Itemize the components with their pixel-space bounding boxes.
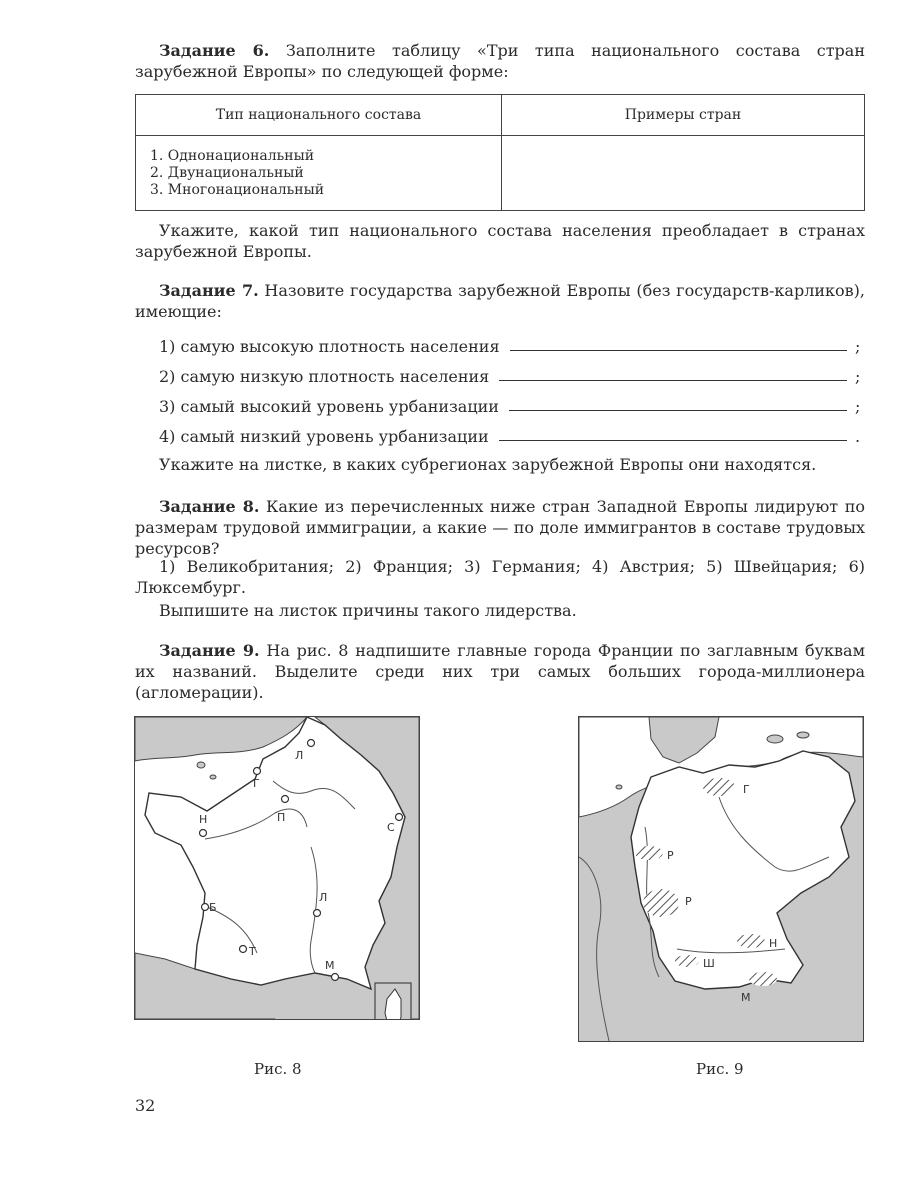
region-letter: Р — [685, 895, 692, 908]
task7-item-end: . — [855, 427, 861, 446]
answer-line[interactable] — [499, 380, 847, 381]
germany-map — [578, 716, 864, 1042]
national-composition-table — [135, 94, 865, 211]
region-letter: Ш — [703, 957, 715, 970]
answer-line[interactable] — [510, 350, 847, 351]
city-letter: Л — [319, 891, 328, 904]
task6-followup: Укажите, какой тип национального состава населения преобладает в странах зарубежной Европы. — [135, 221, 865, 261]
page-number: 32 — [135, 1096, 156, 1115]
task8-paragraph — [135, 496, 865, 559]
task6-text: Заполните таблицу «Три типа национального состава стран зарубежной Европы» по следующей форме: — [135, 41, 866, 81]
task7-item-end: ; — [855, 367, 861, 386]
city-letter: Г — [253, 777, 260, 790]
task7-item-2 — [159, 364, 865, 386]
city-letter: Б — [209, 901, 217, 914]
task7-followup: Укажите на листке, в каких субрегионах зарубежной Европы они находятся. — [159, 455, 817, 474]
city-letter: Л — [295, 749, 304, 762]
task7-text: Назовите государства зарубежной Европы (без государств-карликов), имеющие: — [135, 281, 866, 321]
task6-title: Задание 6. — [159, 41, 270, 60]
type-item-2: 2. Двунациональный — [150, 165, 304, 181]
figure9-caption: Рис. 9 — [696, 1060, 744, 1078]
task8-title: Задание 8. — [159, 497, 260, 516]
answer-line[interactable] — [499, 440, 847, 441]
task7-title: Задание 7. — [159, 281, 259, 300]
city-letter: М — [325, 959, 335, 972]
table-cell-types — [136, 136, 502, 211]
type-item-3: 3. Многонациональный — [150, 182, 325, 198]
task7-paragraph — [135, 280, 865, 322]
region-letter: Н — [769, 937, 778, 950]
task9-title: Задание 9. — [159, 641, 260, 660]
task7-item-end: ; — [855, 397, 861, 416]
city-marker — [253, 768, 261, 791]
region-letter: Р — [667, 849, 674, 862]
type-item-1: 1. Однонациональный — [150, 148, 315, 164]
city-letter: П — [277, 811, 286, 824]
region-letter: Г — [743, 783, 750, 796]
table-cell-examples-answer[interactable] — [502, 136, 865, 211]
table-header-type: Тип национального состава — [136, 95, 502, 136]
france-map — [134, 716, 420, 1020]
task9-text: На рис. 8 надпишите главные города Франции по заглавным буквам их названий. Выделите среди них три самых больших города-миллионера (агломерации). — [135, 641, 866, 702]
task7-item-label: 2) самую низкую плотность населения — [159, 367, 490, 386]
task7-item-4 — [159, 424, 865, 446]
task7-item-1 — [159, 334, 865, 356]
task7-item-3 — [159, 394, 865, 416]
task6-paragraph — [135, 40, 865, 82]
region-letter: М — [741, 991, 751, 1004]
table-header-examples: Примеры стран — [502, 95, 865, 136]
answer-line[interactable] — [509, 410, 847, 411]
task7-item-end: ; — [855, 337, 861, 356]
city-marker — [199, 813, 207, 837]
city-letter: Т — [249, 945, 256, 958]
task8-text: Какие из перечисленных ниже стран Западной Европы лидируют по размерам трудовой иммиграции, а какие — по доле иммигрантов в составе трудовых ресурсов? — [135, 497, 866, 558]
task8-countries: 1) Великобритания; 2) Франция; 3) Германия; 4) Австрия; 5) Швейцария; 6) Люксембург. — [135, 557, 865, 597]
task7-item-label: 1) самую высокую плотность населения — [159, 337, 500, 356]
figure8-caption: Рис. 8 — [254, 1060, 302, 1078]
task8-followup: Выпишите на листок причины такого лидерства. — [159, 601, 577, 620]
task7-item-label: 4) самый низкий уровень урбанизации — [159, 427, 489, 446]
city-letter: Н — [199, 813, 208, 826]
city-letter: С — [387, 821, 395, 834]
task7-item-label: 3) самый высокий уровень урбанизации — [159, 397, 499, 416]
task9-paragraph — [135, 640, 865, 703]
